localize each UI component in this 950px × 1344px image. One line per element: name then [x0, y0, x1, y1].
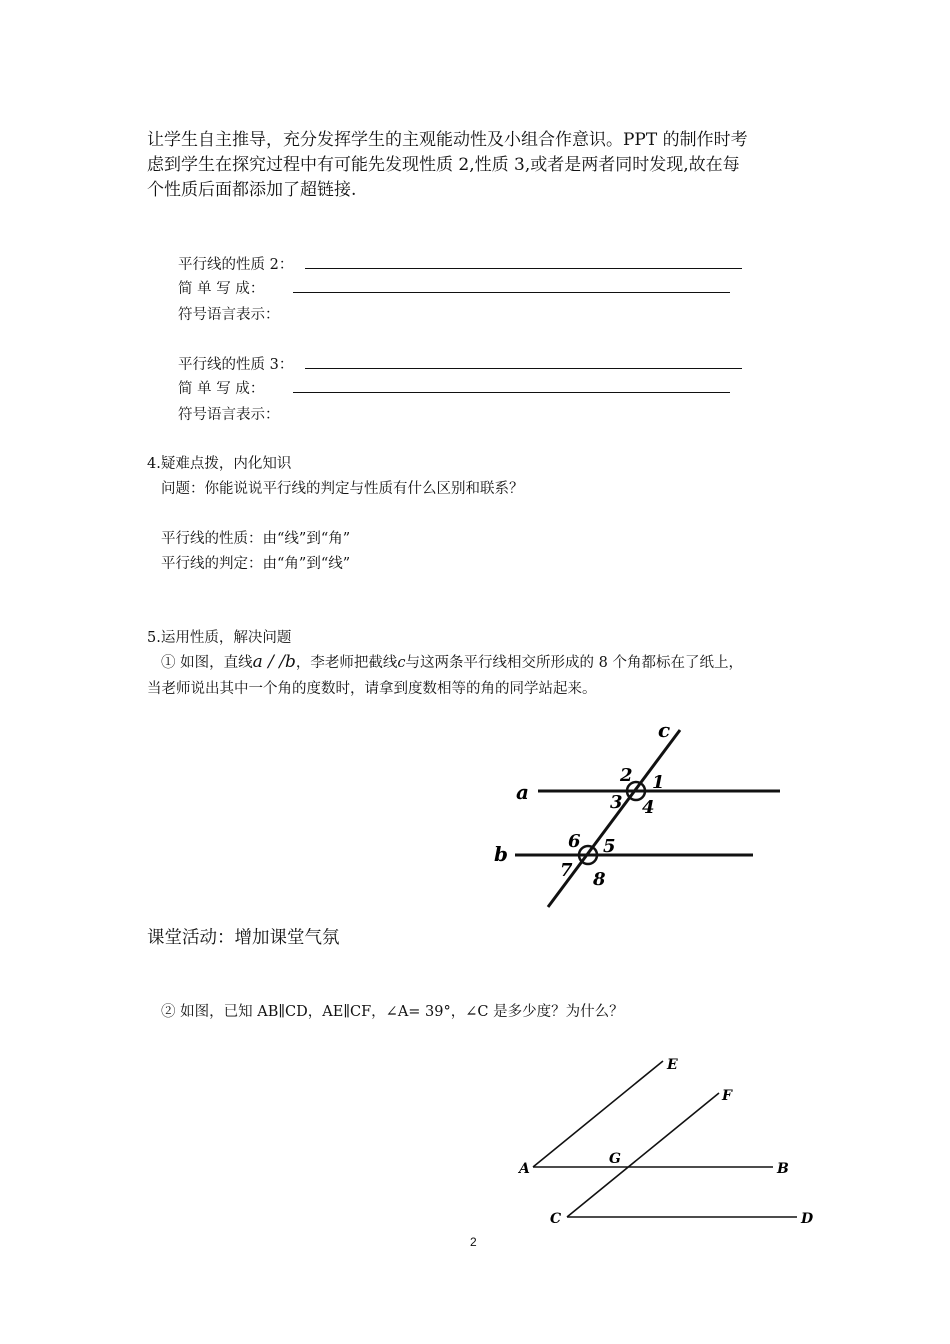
property-3-short-blank [293, 392, 730, 393]
point-a: A [519, 1161, 530, 1177]
point-e: E [667, 1057, 678, 1073]
label-a: a [516, 780, 529, 804]
question-1-transversal: c [397, 655, 406, 671]
label-b: b [494, 842, 508, 866]
point-b: B [777, 1161, 789, 1177]
line-ae [533, 1061, 663, 1167]
angle-1: 1 [652, 772, 665, 793]
question-1-suffix: 与这两条平行线相交所形成的 8 个角都标在了纸上， [405, 655, 743, 671]
classroom-activity: 课堂活动：增加课堂气氛 [147, 928, 340, 948]
figure-parallel-lines [480, 715, 800, 915]
intro-line-1: 让学生自主推导，充分发挥学生的主观能动性及小组合作意识。PPT 的制作时考 [147, 130, 748, 150]
question-1-line-2: 当老师说出其中一个角的度数时，请拿到度数相等的角的同学站起来。 [147, 681, 597, 697]
question-2: ② 如图，已知 AB∥CD，AE∥CF，∠A= 39°，∠C 是多少度？为什么？ [161, 1004, 624, 1020]
property-3-blank [305, 368, 742, 369]
angle-6: 6 [568, 831, 581, 852]
page-number: 2 [470, 1235, 477, 1249]
property-2-short-label: 简 单 写 成： [178, 281, 265, 297]
property-3-label: 平行线的性质 3： [178, 357, 294, 373]
section-4-heading: 4.疑难点拨，内化知识 [147, 456, 292, 472]
point-g: G [609, 1151, 621, 1167]
question-1-line-1 [161, 651, 743, 672]
property-2-symbol-label: 符号语言表示： [178, 307, 280, 323]
angle-7: 7 [560, 860, 573, 881]
point-d: D [801, 1211, 814, 1227]
angle-4: 4 [642, 797, 655, 818]
line-cf [567, 1093, 719, 1217]
property-2-label: 平行线的性质 2： [178, 257, 294, 273]
property-2-blank [305, 268, 742, 269]
property-3-short-label: 简 单 写 成： [178, 381, 265, 397]
point-f: F [722, 1088, 732, 1104]
angle-3: 3 [610, 792, 623, 813]
label-c: c [658, 718, 671, 742]
angle-8: 8 [593, 869, 606, 890]
figure-ab-cd [505, 1050, 825, 1235]
question-1-prefix: ① 如图，直线 [161, 655, 253, 671]
question-1-mid: ，李老师把截线 [295, 655, 398, 671]
section-4-answer-2: 平行线的判定：由“角”到“线” [161, 556, 351, 572]
property-2-short-blank [293, 292, 730, 293]
intro-line-3: 个性质后面都添加了超链接. [147, 180, 357, 200]
point-c: C [550, 1211, 562, 1227]
angle-2: 2 [620, 765, 633, 786]
section-4-question: 问题：你能说说平行线的判定与性质有什么区别和联系？ [161, 481, 524, 497]
intro-line-2: 虑到学生在探究过程中有可能先发现性质 2,性质 3,或者是两者同时发现,故在每 [147, 155, 740, 175]
question-1-expression: a / /b [252, 652, 296, 672]
section-5-heading: 5.运用性质，解决问题 [147, 630, 292, 646]
section-4-answer-1: 平行线的性质：由“线”到“角” [161, 531, 351, 547]
angle-5: 5 [603, 836, 616, 857]
property-3-symbol-label: 符号语言表示： [178, 407, 280, 423]
